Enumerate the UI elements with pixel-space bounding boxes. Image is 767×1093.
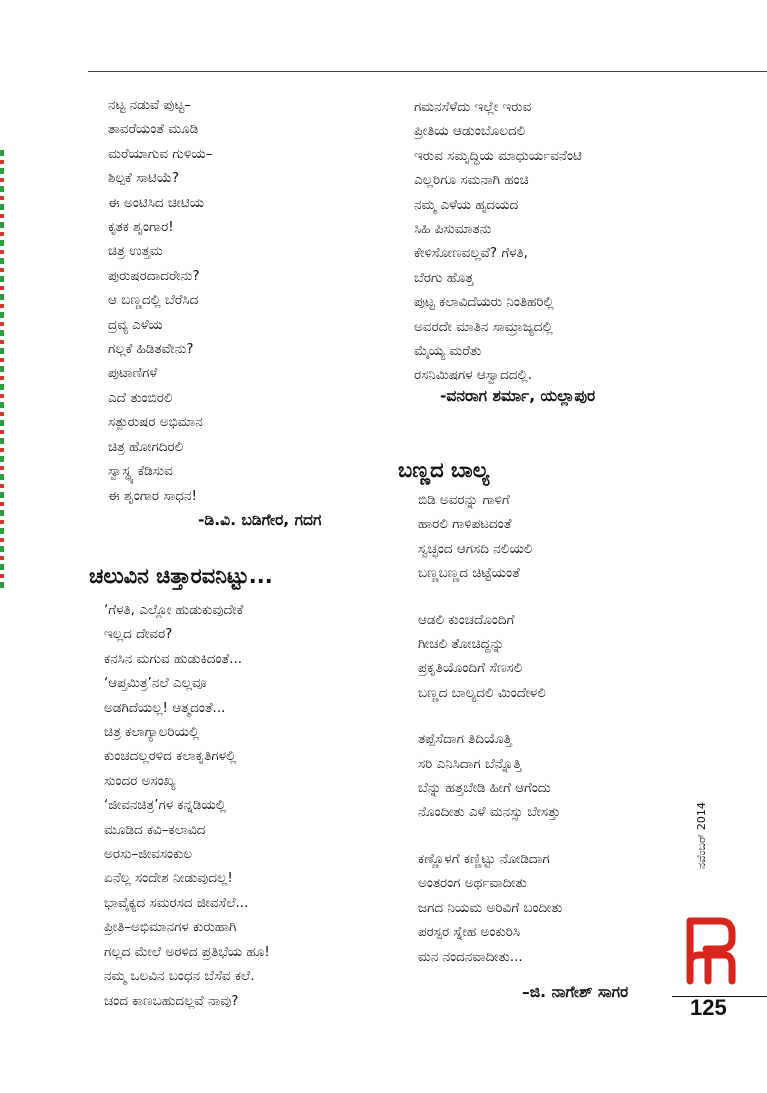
magazine-logo [680, 915, 742, 987]
poem1-author: -ಡಿ.ವಿ. ಬಡಿಗೇರ, ಗದಗ [198, 511, 322, 529]
poem-line: ಚಿತ್ರ ಕಲಾಗ್ಯಾಲರಿಯಲ್ಲಿ [104, 724, 200, 741]
poem-line: ಕಣ್ಣೊಳಗೆ ಕಣ್ಣಿಟ್ಟು ನೋಡಿದಾಗ [418, 850, 550, 867]
page-number: 125 [690, 995, 727, 1020]
poem-line: ಚಿತ್ರ ಹೋಗದಿರಲಿ [108, 438, 184, 455]
page-edge-decoration [0, 150, 4, 590]
poem2-continued-body [414, 95, 582, 388]
poem-line: ಅರಸು–ಜೀವಸಂಕುಲ [104, 846, 193, 863]
poem-line: ಬಣ್ಣಬಣ್ಣದ ಚಿಟ್ಟೆಯಂತೆ [418, 565, 520, 582]
poem-line: ತಾವರೆಯಂತೆ ಮೂಡಿ [108, 121, 199, 138]
poem-line: ಈ ಶೃಂಗಾರ ಸಾಧನ! [108, 487, 197, 504]
poem-line: ದ್ರವ್ಯ ಎಳೆಯ [108, 316, 163, 333]
poem-line: ‘ಆಪ್ತಮಿತ್ರ’ನಲೆ ಎಲ್ಲವೂ [104, 675, 207, 692]
poem-line: ಸತ್ಪುರುಷರ ಅಭಿಮಾನ [108, 414, 203, 431]
poem-line: ಚಿತ್ರ ಉತ್ತಮ [108, 243, 163, 260]
poem-line: ಬಿಡಿ ಅವರನ್ನು ಗಾಳಿಗೆ [418, 492, 510, 508]
poem-line: ಹಾರಲಿ ಗಾಳಿಪಟದಂತೆ [418, 516, 512, 533]
poem-line: ಶಿಲ್ಪಕೆ ಸಾಟಿಯೆ? [108, 170, 180, 187]
poem-line: ನೊಂದೀತು ಎಳೆ ಮನಸ್ಸು ಬೇಸತ್ತು [418, 804, 561, 821]
poem3-body [418, 488, 563, 969]
poem-line: ಗಮನಸೆಳೆದು ಇಲ್ಲೇ ಇರುವ [414, 99, 532, 115]
poem-line: ಅಂತರಂಗ ಅರ್ಥವಾದೀತು [418, 875, 527, 892]
poem-line: ಇಲ್ಲದ ದೇವರ? [104, 626, 173, 643]
poem-line: ಮರೆಯಾಗುವ ಗುಳಿಯ– [108, 145, 213, 162]
poem-line: ಎಲ್ಲರಿಗೂ ಸಮನಾಗಿ ಹಂಚಿ [414, 172, 529, 189]
poem-line: ಪ್ರೀತಿಯ ಆಡುಂಬೊಲದಲಿ [414, 123, 526, 140]
poem-line: ಕೃತಕ ಶೃಂಗಾರ! [108, 219, 174, 236]
poem-line: ಪುಟ್ಟ ಕಲಾವಿದೆಯರು ನಿಂತಿಹರಿಲ್ಲಿ [414, 294, 554, 311]
poem-line: ಅಡಗಿದೆಯಲ್ಲ! ಆತ್ಮದಂತೆ... [104, 699, 226, 716]
stanza [418, 488, 563, 586]
issue-date: ನವೆಂಬರ್ 2014 [695, 802, 708, 869]
poem-line: ಇರುವ ಸಮೃದ್ಧಿಯ ಮಾಧುರ್ಯವನೆಂಟಿ [414, 147, 582, 164]
stanza [418, 608, 563, 706]
poem-line: ‘ಜೀವನಚಿತ್ರ’ಗಳ ಕನ್ನಡಿಯಲ್ಲಿ [104, 797, 227, 814]
poem-line: ಏನೆಲ್ಲ ಸಂದೇಶ ನೀಡುವುದಲ್ಲ! [104, 870, 233, 887]
poem-line: ಪರಸ್ಪರ ಸ್ನೇಹ ಅಂಕುರಿಸಿ [418, 924, 521, 941]
poem-line: ಪ್ರಕೃತಿಯೊಂದಿಗೆ ಸೆಣಸಲಿ [418, 660, 523, 677]
poem-line: ಸ್ವಚ್ಛಂದ ಆಗಸದಿ ನಲಿಯಲಿ [418, 540, 533, 557]
poem-line: ಕೇಳಿಸೋಣವಲ್ಲವೆ? ಗೆಳತಿ, [414, 245, 528, 262]
poem-line: ತಪ್ಪೆಸೆದಾಗ ತಿದಿಯೊತ್ತಿ [418, 731, 512, 748]
poem3-title: ಬಣ್ಣದ ಬಾಲ್ಯ [398, 458, 490, 482]
stanza [418, 727, 563, 825]
poem-line: ಸುಂದರ ಅಸಂಖ್ಯ [104, 772, 176, 789]
poem-line: ಎದೆ ತುಂಬಿರಲಿ [108, 389, 173, 406]
poem-line: ಪುರುಷರದಾದರೇನು? [108, 267, 200, 284]
poem-line: ಆ ಬಣ್ಣದಲ್ಲಿ ಬೆರೆಸಿದ [108, 292, 199, 309]
poem-line: ಬೆರಗು ಹೊತ್ತ [414, 269, 474, 286]
poem-line: ಬಣ್ಣದ ಬಾಲ್ಯದಲಿ ಮಿಂದೇಳಲಿ [418, 684, 546, 701]
poem-line: ಕುಂಚದಲ್ಲರಳಿದ ಕಲಾಕೃತಿಗಳಲ್ಲಿ [104, 748, 237, 765]
stanza [418, 847, 563, 969]
poem-line: ‘ಗೆಳತಿ, ಎಲ್ಲೋ ಹುಡುಕುವುದೇಕೆ [104, 602, 244, 618]
poem-line: ನಮ್ಮ ಒಲವಿನ ಬಂಧನ ಬೆಸೆವ ಕಲೆ. [104, 968, 255, 985]
poem-line: ಪ್ರೀತಿ–ಅಭಿಮಾನಗಳ ಕುರುಹಾಗಿ [104, 919, 237, 936]
top-rule [88, 71, 767, 72]
poem-line: ಜಗದ ನಿಯಮ ಅರಿವಿಗೆ ಬಂದೀತು [418, 899, 563, 916]
poem-line: ಮನ ನಂದನವಾದೀತು... [418, 948, 523, 965]
poem-line: ನಮ್ಮ ಎಳೆಯ ಹೃದಯದ [414, 196, 519, 213]
poem-line: ಪುಟಾಣಿಗಳೆ [108, 365, 158, 382]
poem-line: ಬೆನ್ನು ಹತ್ತಬೇಡಿ ಹೀಗೆ ಆಗೆಂದು [418, 780, 551, 797]
poem-line: ಗೀಚಲಿ ತೋಚಿದ್ದನ್ನು [418, 636, 505, 653]
poem-line: ಗಲ್ಲಕೆ ಹಿಡಿತವೇನು? [108, 341, 194, 358]
poem-line: ಮೈಯ್ಯ ಮರೆತು [414, 343, 482, 360]
poem-line: ಸರಿ ಎನಿಸಿದಾಗ ಬೆನ್ನೊತ್ತಿ [418, 755, 522, 772]
poem-line: ಮೂಡಿದ ಕವಿ–ಕಲಾವಿದ [104, 821, 206, 838]
poem2-author: -ವನರಾಗ ಶರ್ಮಾ, ಯಲ್ಲಾಪುರ [440, 387, 596, 405]
poem1-body [108, 93, 212, 508]
poem2-body [104, 598, 270, 1013]
poem-line: ಸಿಹಿ ಪಿಸುಮಾತನು [414, 221, 492, 238]
poem-line: ಆಡಲಿ ಕುಂಚದೊಂದಿಗೆ [418, 611, 515, 628]
poem-line: ಭಾವೈಕ್ಯದ ಸಮರಸದ ಜೀವಸೆಲೆ... [104, 894, 249, 911]
poem-line: ಈ ಅಂಟಿಸಿದ ಚೀಟಿಯ [108, 194, 205, 211]
poem-line: ಕನಸಿನ ಮಗುವ ಹುಡುಕಿದಂತೆ... [104, 650, 243, 667]
poem3-author: –ಜಿ. ನಾಗೇಶ್ ಸಾಗರ [522, 983, 629, 1001]
poem-line: ಅವರದೇ ಮಾತಿನ ಸಾಮ್ರಾಜ್ಯದಲ್ಲಿ [414, 318, 553, 335]
poem-line: ನಟ್ಟ ನಡುವೆ ಪುಟ್ಟ– [108, 97, 192, 113]
poem-line: ಚಂದ ಕಾಣಬಹುದಲ್ಲವೆ ನಾವು? [104, 992, 239, 1009]
poem-line: ಸ್ವಾಸ್ಥ್ಯ ಕೆಡಿಸುವ [108, 463, 173, 480]
poem-line: ರಸನಿಮಿಷಗಳ ಆಸ್ವಾದದಲ್ಲಿ. [414, 367, 533, 384]
poem2-title: ಚಲುವಿನ ಚಿತ್ತಾರವನಿಟ್ಟು... [89, 564, 273, 588]
poem-line: ಗಲ್ಲದ ಮೇಲೆ ಅರಳಿದ ಪ್ರತಿಭೆಯ ಹೂ! [104, 943, 270, 960]
